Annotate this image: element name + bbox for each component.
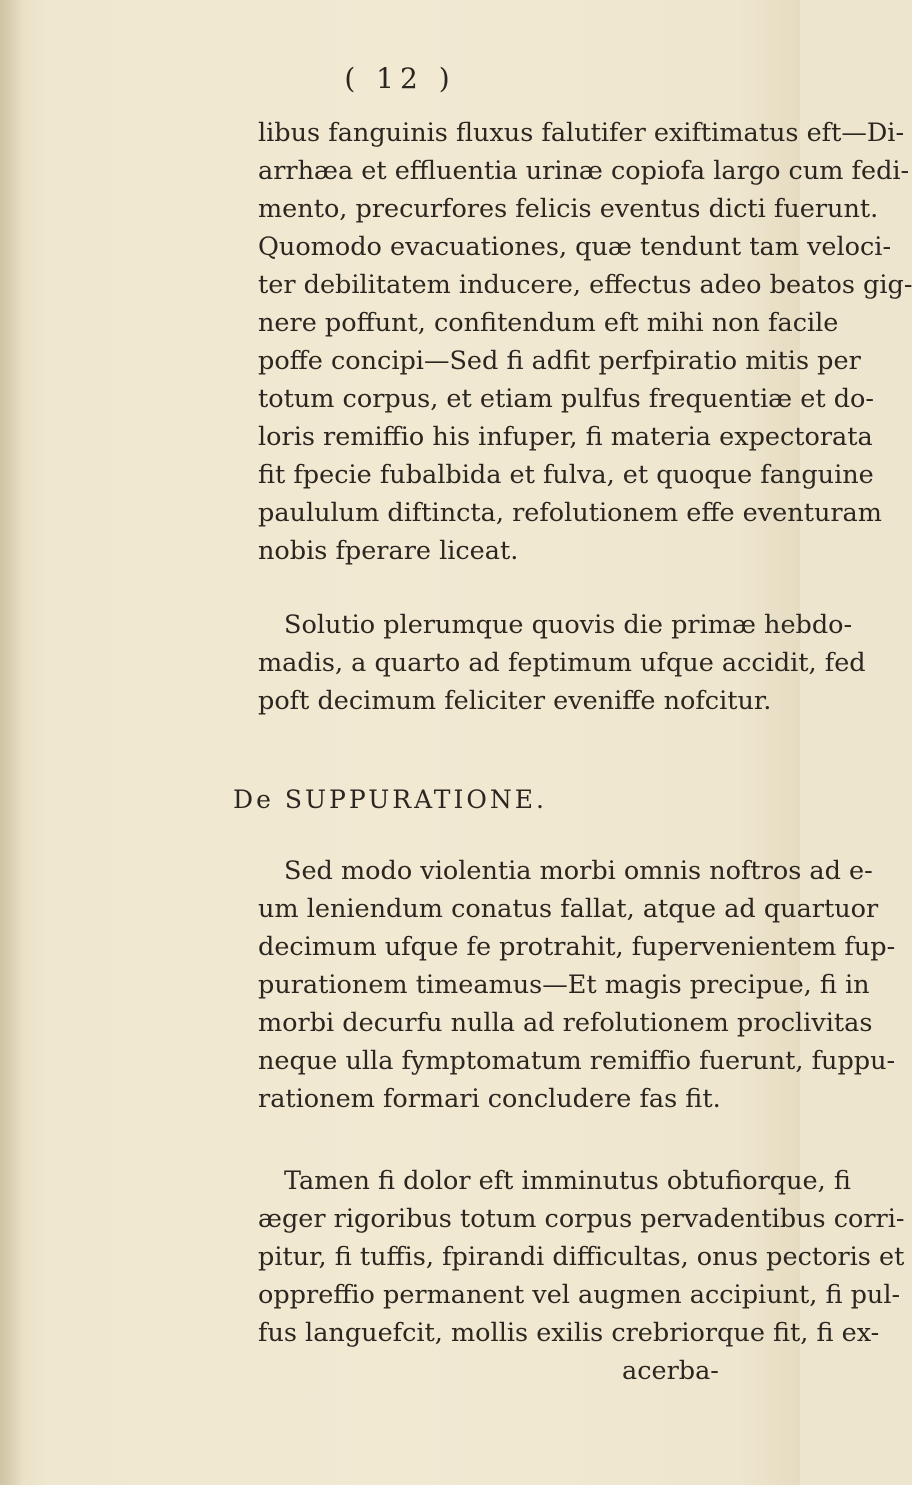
text-line: Tamen fi dolor eft imminutus obtufiorque, fi — [284, 1166, 851, 1196]
text-line: nere poffunt, confitendum eft mihi non facile — [258, 308, 839, 338]
text-line: Quomodo evacuationes, quæ tendunt tam veloci- — [258, 232, 892, 262]
page-number: ( 12 ) — [344, 62, 456, 95]
text-line: Sed modo violentia morbi omnis noftros ad e- — [284, 856, 873, 886]
text-line: libus fanguinis fluxus falutifer exiftimatus eft—Di- — [258, 118, 905, 148]
text-line: fit fpecie fubalbida et fulva, et quoque fanguine — [258, 460, 874, 490]
section-heading: De SUPPURATIONE. — [233, 785, 547, 814]
text-line: arrhæa et effluentia urinæ copiofa largo cum fedi- — [258, 156, 910, 186]
text-line: decimum ufque fe protrahit, fupervenientem fup- — [258, 932, 896, 962]
catchword: acerba- — [622, 1356, 719, 1386]
text-line: totum corpus, et etiam pulfus frequentiæ et do- — [258, 384, 874, 414]
text-line: nobis fperare liceat. — [258, 536, 519, 566]
text-line: æger rigoribus totum corpus pervadentibus corri- — [258, 1204, 905, 1234]
gutter-shadow — [0, 0, 22, 1485]
text-line: loris remiffio his infuper, fi materia expectorata — [258, 422, 873, 452]
text-line: pitur, fi tuffis, fpirandi difficultas, onus pectoris et — [258, 1242, 905, 1272]
text-line: madis, a quarto ad feptimum ufque accidit, fed — [258, 648, 866, 678]
text-line: purationem timeamus—Et magis precipue, fi in — [258, 970, 870, 1000]
text-line: poft decimum feliciter eveniffe nofcitur. — [258, 686, 772, 716]
text-line: poffe concipi—Sed fi adfit perfpiratio mitis per — [258, 346, 861, 376]
text-line: fus languefcit, mollis exilis crebriorque fit, fi ex- — [258, 1318, 880, 1348]
text-line: ter debilitatem inducere, effectus adeo beatos gig- — [258, 270, 912, 300]
text-line: um leniendum conatus fallat, atque ad quartuor — [258, 894, 879, 924]
text-line: morbi decurfu nulla ad refolutionem proclivitas — [258, 1008, 873, 1038]
text-line: mento, precurfores felicis eventus dicti fuerunt. — [258, 194, 879, 224]
text-line: Solutio plerumque quovis die primæ hebdo- — [284, 610, 853, 640]
text-line: rationem formari concludere fas fit. — [258, 1084, 721, 1114]
text-line: oppreffio permanent vel augmen accipiunt, fi pul- — [258, 1280, 901, 1310]
text-line: neque ulla fymptomatum remiffio fuerunt, fuppu- — [258, 1046, 896, 1076]
text-line: paululum diftincta, refolutionem effe eventuram — [258, 498, 882, 528]
